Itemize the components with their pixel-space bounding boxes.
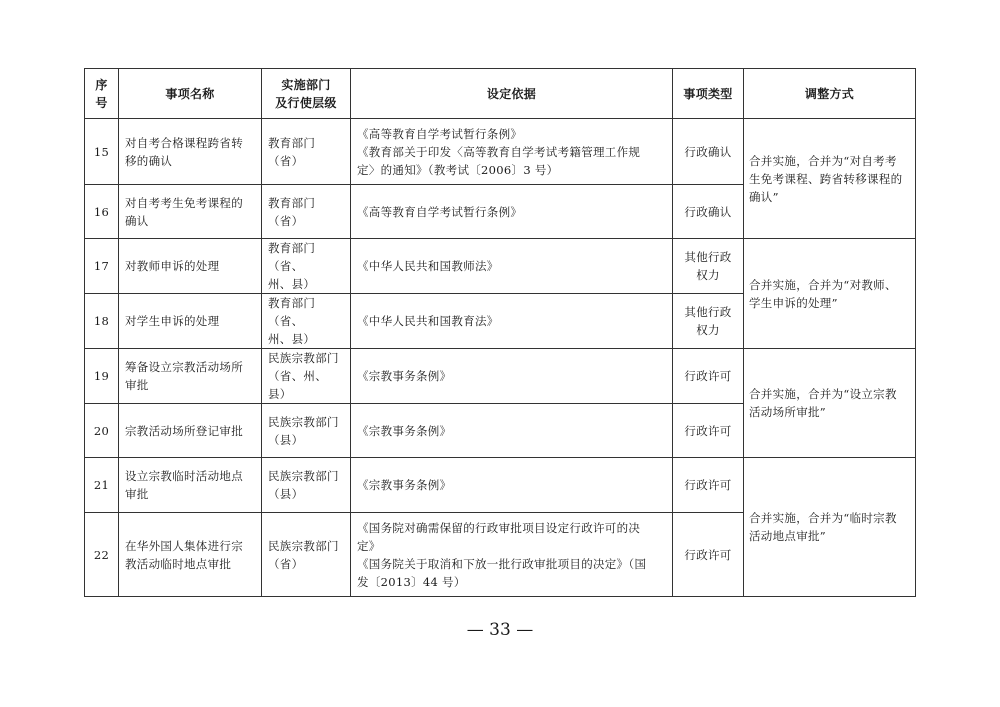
- cell-basis: 《国务院对确需保留的行政审批项目设定行政许可的决 定》 《国务院关于取消和下放一批行政审批项目的决定》（国 发〔2013〕44 号）: [351, 513, 673, 597]
- cell-adjust: 合并实施，合并为“设立宗教 活动场所审批”: [744, 349, 916, 458]
- table-row: [85, 239, 916, 294]
- cell-seq: 18: [85, 294, 119, 349]
- cell-basis: 《中华人民共和国教师法》: [351, 239, 673, 294]
- cell-seq: 21: [85, 458, 119, 513]
- cell-name: 在华外国人集体进行宗 教活动临时地点审批: [119, 513, 262, 597]
- cell-seq: 16: [85, 185, 119, 239]
- cell-type: 行政确认: [673, 119, 744, 185]
- cell-adjust: 合并实施，合并为“对自考考 生免考课程、跨省转移课程的 确认”: [744, 119, 916, 239]
- cell-basis: 《宗教事务条例》: [351, 404, 673, 458]
- cell-type: 行政许可: [673, 458, 744, 513]
- cell-seq: 17: [85, 239, 119, 294]
- cell-dept: 民族宗教部门 （省、州、县）: [262, 349, 351, 404]
- cell-dept: 民族宗教部门 （县）: [262, 458, 351, 513]
- table-row: [85, 119, 916, 185]
- cell-seq: 20: [85, 404, 119, 458]
- cell-name: 对教师申诉的处理: [119, 239, 262, 294]
- cell-dept: 民族宗教部门 （县）: [262, 404, 351, 458]
- cell-type: 行政许可: [673, 404, 744, 458]
- cell-name: 对自考考生免考课程的 确认: [119, 185, 262, 239]
- header-seq: 序 号: [85, 69, 119, 119]
- header-type: 事项类型: [673, 69, 744, 119]
- items-table: [84, 68, 916, 597]
- cell-name: 对自考合格课程跨省转 移的确认: [119, 119, 262, 185]
- cell-adjust: 合并实施，合并为“对教师、 学生申诉的处理”: [744, 239, 916, 349]
- cell-dept: 教育部门（省）: [262, 119, 351, 185]
- cell-dept: 教育部门（省）: [262, 185, 351, 239]
- cell-name: 宗教活动场所登记审批: [119, 404, 262, 458]
- cell-adjust: 合并实施，合并为“临时宗教 活动地点审批”: [744, 458, 916, 597]
- header-name: 事项名称: [119, 69, 262, 119]
- cell-seq: 15: [85, 119, 119, 185]
- cell-name: 筹备设立宗教活动场所 审批: [119, 349, 262, 404]
- cell-basis: 《高等教育自学考试暂行条例》: [351, 185, 673, 239]
- cell-name: 设立宗教临时活动地点 审批: [119, 458, 262, 513]
- cell-dept: 民族宗教部门 （省）: [262, 513, 351, 597]
- cell-type: 行政许可: [673, 513, 744, 597]
- cell-basis: 《中华人民共和国教育法》: [351, 294, 673, 349]
- table-row: [85, 458, 916, 513]
- cell-dept: 教育部门（省、 州、县）: [262, 239, 351, 294]
- header-adjust: 调整方式: [744, 69, 916, 119]
- header-dept: 实施部门 及行使层级: [262, 69, 351, 119]
- cell-type: 行政许可: [673, 349, 744, 404]
- cell-type: 其他行政 权力: [673, 239, 744, 294]
- page-number: — 33 —: [466, 620, 534, 640]
- cell-name: 对学生申诉的处理: [119, 294, 262, 349]
- cell-type: 其他行政 权力: [673, 294, 744, 349]
- cell-basis: 《宗教事务条例》: [351, 349, 673, 404]
- cell-seq: 19: [85, 349, 119, 404]
- header-basis: 设定依据: [351, 69, 673, 119]
- table-header-row: [85, 69, 916, 119]
- cell-basis: 《宗教事务条例》: [351, 458, 673, 513]
- cell-seq: 22: [85, 513, 119, 597]
- cell-type: 行政确认: [673, 185, 744, 239]
- table-row: [85, 349, 916, 404]
- cell-basis: 《高等教育自学考试暂行条例》 《教育部关于印发〈高等教育自学考试考籍管理工作规 定〉的通知》（教考试〔2006〕3 号）: [351, 119, 673, 185]
- cell-dept: 教育部门（省、 州、县）: [262, 294, 351, 349]
